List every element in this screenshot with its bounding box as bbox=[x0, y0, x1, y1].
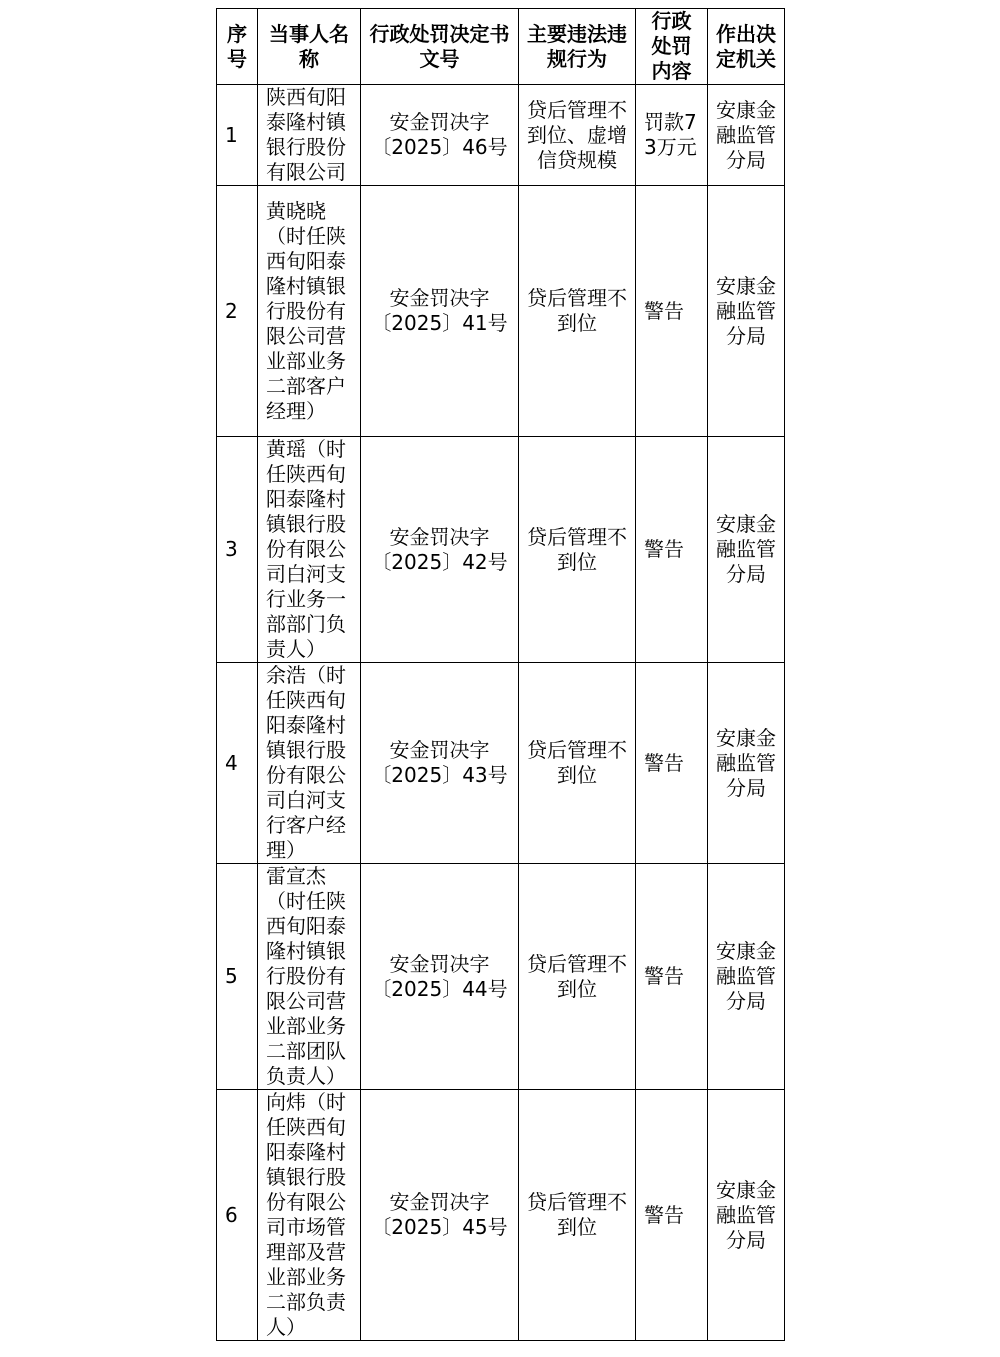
cell-violation: 贷后管理不到位 bbox=[519, 437, 636, 663]
table-row bbox=[217, 85, 785, 186]
table-row bbox=[217, 663, 785, 864]
cell-doc-no bbox=[361, 1090, 519, 1341]
cell-penalty: 警告 bbox=[636, 663, 708, 864]
table-row bbox=[217, 186, 785, 437]
cell-seq: 5 bbox=[217, 864, 258, 1090]
cell-seq: 1 bbox=[217, 85, 258, 186]
header-party: 当事人名称 bbox=[258, 9, 361, 85]
doc-no-line2: 〔2025〕45号 bbox=[371, 1215, 508, 1239]
header-seq: 序号 bbox=[217, 9, 258, 85]
cell-authority: 安康金融监管分局 bbox=[708, 864, 785, 1090]
table-row bbox=[217, 864, 785, 1090]
cell-doc-no bbox=[361, 864, 519, 1090]
doc-no-line2: 〔2025〕41号 bbox=[371, 311, 508, 335]
cell-penalty: 警告 bbox=[636, 1090, 708, 1341]
cell-penalty: 警告 bbox=[636, 186, 708, 437]
cell-party: 余浩（时任陕西旬阳泰隆村镇银行股份有限公司白河支行客户经理） bbox=[258, 663, 361, 864]
cell-seq: 3 bbox=[217, 437, 258, 663]
penalty-table bbox=[216, 8, 785, 1341]
cell-party: 雷宣杰（时任陕西旬阳泰隆村镇银行股份有限公司营业部业务二部团队负责人） bbox=[258, 864, 361, 1090]
cell-violation: 贷后管理不到位 bbox=[519, 663, 636, 864]
table-row bbox=[217, 1090, 785, 1341]
header-authority: 作出决定机关 bbox=[708, 9, 785, 85]
cell-violation: 贷后管理不到位 bbox=[519, 864, 636, 1090]
cell-party: 向炜（时任陕西旬阳泰隆村镇银行股份有限公司市场管理部及营业部业务二部负责人） bbox=[258, 1090, 361, 1341]
header-doc-no: 行政处罚决定书文号 bbox=[361, 9, 519, 85]
cell-seq: 6 bbox=[217, 1090, 258, 1341]
table-header-row bbox=[217, 9, 785, 85]
cell-doc-no bbox=[361, 85, 519, 186]
doc-no-line2: 〔2025〕46号 bbox=[371, 135, 508, 159]
cell-party: 黄晓晓（时任陕西旬阳泰隆村镇银行股份有限公司营业部业务二部客户经理） bbox=[258, 186, 361, 437]
doc-no-line1: 安金罚决字 bbox=[389, 110, 490, 134]
doc-no-line2: 〔2025〕43号 bbox=[371, 763, 508, 787]
cell-penalty: 罚款73万元 bbox=[636, 85, 708, 186]
header-violation: 主要违法违规行为 bbox=[519, 9, 636, 85]
table-row bbox=[217, 437, 785, 663]
header-penalty: 行政处罚内容 bbox=[636, 9, 708, 85]
cell-penalty: 警告 bbox=[636, 437, 708, 663]
cell-doc-no bbox=[361, 186, 519, 437]
cell-doc-no bbox=[361, 437, 519, 663]
cell-seq: 2 bbox=[217, 186, 258, 437]
cell-authority: 安康金融监管分局 bbox=[708, 437, 785, 663]
doc-no-line1: 安金罚决字 bbox=[389, 286, 490, 310]
cell-violation: 贷后管理不到位、虚增信贷规模 bbox=[519, 85, 636, 186]
doc-no-line1: 安金罚决字 bbox=[389, 1190, 490, 1214]
cell-party: 陕西旬阳泰隆村镇银行股份有限公司 bbox=[258, 85, 361, 186]
cell-doc-no bbox=[361, 663, 519, 864]
doc-no-line2: 〔2025〕42号 bbox=[371, 549, 508, 574]
doc-no-line1: 安金罚决字 bbox=[389, 524, 490, 549]
cell-violation: 贷后管理不到位 bbox=[519, 1090, 636, 1341]
cell-penalty: 警告 bbox=[636, 864, 708, 1090]
cell-authority: 安康金融监管分局 bbox=[708, 1090, 785, 1341]
cell-violation: 贷后管理不到位 bbox=[519, 186, 636, 437]
cell-party: 黄瑶（时任陕西旬阳泰隆村镇银行股份有限公司白河支行业务一部部门负责人） bbox=[258, 437, 361, 663]
cell-authority: 安康金融监管分局 bbox=[708, 85, 785, 186]
doc-no-line1: 安金罚决字 bbox=[389, 738, 490, 762]
cell-seq: 4 bbox=[217, 663, 258, 864]
doc-no-line2: 〔2025〕44号 bbox=[371, 976, 508, 1001]
cell-authority: 安康金融监管分局 bbox=[708, 186, 785, 437]
doc-no-line1: 安金罚决字 bbox=[389, 951, 490, 976]
cell-authority: 安康金融监管分局 bbox=[708, 663, 785, 864]
